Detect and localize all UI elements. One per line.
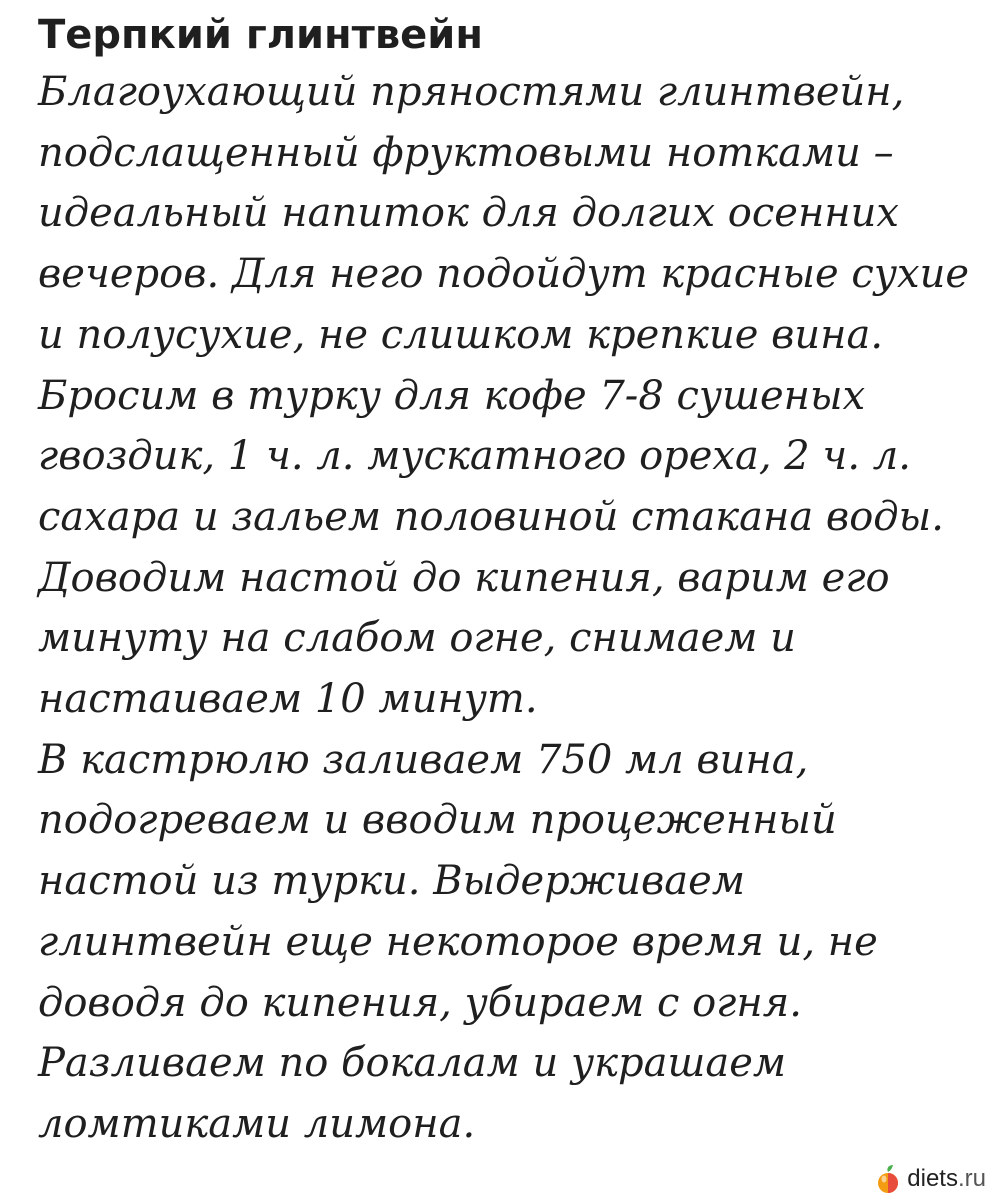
recipe-line: настаиваем 10 минут. — [38, 676, 538, 723]
recipe-line: В кастрюлю заливаем 750 мл вина, — [38, 736, 809, 783]
recipe-title: Терпкий глинтвейн — [38, 12, 483, 58]
diets-watermark — [875, 1164, 986, 1194]
recipe-body — [38, 62, 978, 1155]
recipe-line: настой из турки. Выдерживаем — [38, 858, 745, 905]
recipe-line: подогреваем и вводим процеженный — [38, 797, 837, 844]
recipe-line: ломтиками лимона. — [38, 1100, 476, 1147]
recipe-line: гвоздик, 1 ч. л. мускатного ореха, 2 ч. л. — [38, 433, 911, 480]
apple-logo-icon — [875, 1164, 901, 1194]
recipe-line: доводя до кипения, убираем с огня. — [38, 979, 802, 1026]
recipe-line: и полусухие, не слишком крепкие вина. — [38, 311, 884, 358]
recipe-line: глинтвейн еще некоторое время и, не — [38, 918, 878, 965]
recipe-line: Доводим настой до кипения, варим его — [38, 554, 890, 601]
recipe-line: Благоухающий пряностями глинтвейн, — [38, 69, 905, 115]
recipe-line: вечеров. Для него подойдут красные сухие — [38, 251, 970, 298]
watermark-name: diets — [907, 1165, 958, 1192]
recipe-line: идеальный напиток для долгих осенних — [38, 190, 899, 237]
recipe-line: подслащенный фруктовыми нотками – — [38, 129, 894, 176]
recipe-line: минуту на слабом огне, снимаем и — [38, 615, 796, 662]
recipe-line: Бросим в турку для кофе 7-8 сушеных — [38, 372, 866, 419]
recipe-article — [38, 8, 978, 1155]
watermark-tld: .ru — [957, 1165, 986, 1192]
recipe-line: сахара и зальем половиной стакана воды. — [38, 493, 944, 540]
recipe-line: Разливаем по бокалам и украшаем — [38, 1040, 787, 1087]
